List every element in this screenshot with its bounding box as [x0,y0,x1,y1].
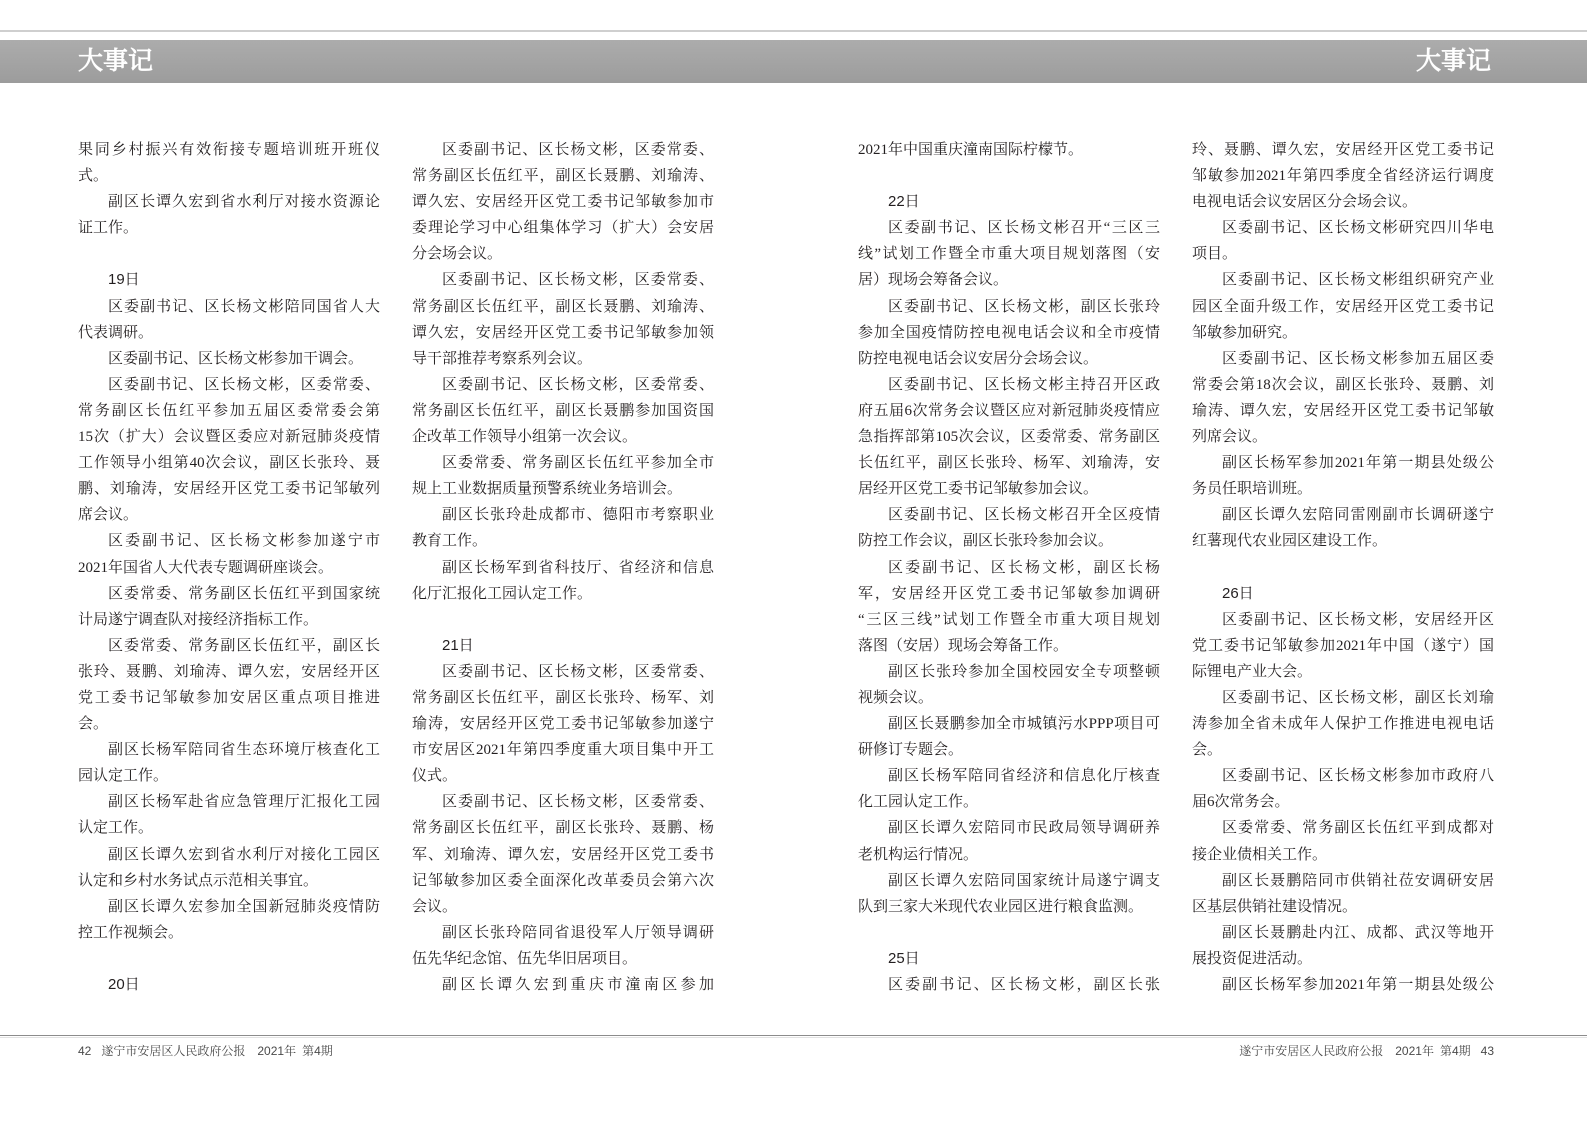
text-line: 教育工作。 [412,533,488,550]
text-line: 涛参加全省未成年人保护工作推进电视电话 [1192,716,1494,733]
footer-issue-left: 第4期 [302,1044,333,1058]
text-line: 副区长杨军陪同省生态环境厅核查化工 [108,742,380,759]
column-2 [412,137,714,998]
text-line: 区委副书记、区长杨文彬参加遂宁市 [108,533,380,550]
text-line: 副区长谭久宏到省水利厅对接化工园区 [108,846,380,863]
text-line: 记邹敏参加区委全面深化改革委员会第六次 [412,872,714,889]
paragraph [412,920,714,972]
paragraph [78,528,380,580]
text-line: 线”试划工作暨全市重大项目规划落图（安 [858,246,1160,263]
text-line: 项目。 [1192,246,1238,263]
text-line: 际锂电产业大会。 [1192,663,1313,680]
text-line: 区委副书记、区长杨文彬研究四川华电 [1222,220,1494,237]
text-line: 府五届6次常务会议暨区应对新冠肺炎疫情应 [858,402,1160,419]
text-line: 视频会议。 [858,689,934,706]
text-line: 区委副书记、区长杨文彬，区委常委、 [442,142,714,158]
text-line: 区委副书记、区长杨文彬主持召开区政 [888,376,1160,393]
text-line: 席会议。 [78,507,139,524]
text-line: 副区长杨军陪同省经济和信息化厅核查 [888,768,1160,785]
text-line: 军，安居经开区党工委书记邹敏参加调研 [858,585,1160,602]
text-line: 15次（扩大）会议暨区委应对新冠肺炎疫情 [78,429,380,446]
text-line: 伍先华纪念馆、伍先华旧居项目。 [412,950,638,967]
footer-publication-right: 遂宁市安居区人民政府公报 [1239,1044,1384,1058]
text-line: 区委副书记、区长杨文彬，区委常委、 [442,794,714,811]
paragraph [412,267,714,371]
page-number-right: 43 [1480,1044,1494,1058]
text-line: 谭久宏，安居经开区党工委书记邹敏参加领 [412,324,714,341]
text-line: 控工作视频会。 [78,924,184,941]
footer-rule-shadow [0,1037,1587,1038]
paragraph [858,659,1160,711]
text-line: 区委副书记、区长杨文彬，区委常委、 [108,376,380,393]
date-heading: 20日 [108,976,140,993]
paragraph [78,894,380,946]
text-line: 2021年中国重庆潼南国际柠檬节。 [858,142,1084,158]
text-line: 副区长谭久宏到重庆市潼南区参加 [442,977,714,993]
column-3 [858,137,1160,998]
text-line: 副区长杨军参加2021年第一期县处级公 [1222,455,1494,472]
paragraph [78,372,380,529]
text-line: 规上工业数据质量预警系统业务培训会。 [412,481,683,498]
text-line: 区委副书记、区长杨文彬陪同国省人大 [108,298,380,315]
text-line: 副区长谭久宏陪同市民政局领导调研养 [888,820,1160,837]
paragraph [78,581,380,633]
paragraph [858,711,1160,763]
text-line: 区委常委、常务副区长伍红平参加全市 [442,455,714,472]
paragraph [1192,685,1494,763]
column-1 [78,137,380,998]
text-line: 长伍红平，副区长张玲、杨军、刘瑜涛，安 [858,455,1160,472]
paragraph [1192,346,1494,450]
paragraph [1192,215,1494,267]
text-line: 区委副书记、区长杨文彬，安居经开区 [1222,611,1494,628]
paragraph [858,294,1160,372]
text-line: 电视电话会议安居区分会场会议。 [1192,194,1418,211]
text-line: 务员任职培训班。 [1192,481,1313,498]
text-line: 副区长杨军赴省应急管理厅汇报化工园 [108,794,380,811]
paragraph [858,215,1160,293]
paragraph [1192,815,1494,867]
paragraph [1192,868,1494,920]
page-number-left: 42 [78,1044,92,1058]
text-line: 园区全面升级工作，安居经开区党工委书记 [1192,298,1494,315]
text-line: 常务副区长伍红平，副区长聂鹏、刘瑜涛、 [412,298,714,315]
text-line: 瑜涛，安居经开区党工委书记邹敏参加遂宁 [412,716,714,733]
paragraph [1192,502,1494,554]
paragraph [858,972,1160,998]
paragraph [858,868,1160,920]
paragraph [412,372,714,450]
text-line: 红薯现代农业园区建设工作。 [1192,533,1388,550]
text-line: 届6次常务会。 [1192,794,1290,811]
paragraph [78,789,380,841]
paragraph [858,763,1160,815]
paragraph [412,137,714,267]
text-line: 副区长聂鹏参加全市城镇污水PPP项目可 [888,716,1160,733]
text-line: 分会场会议。 [412,246,503,263]
text-line: 玲、聂鹏、谭久宏，安居经开区党工委书记 [1192,142,1494,158]
paragraph [412,972,714,998]
paragraph [78,737,380,789]
text-line: 会。 [78,716,109,733]
paragraph [78,633,380,737]
text-line: 展投资促进活动。 [1192,950,1313,967]
text-line: 式。 [78,168,109,185]
paragraph [412,502,714,554]
text-line: 常委会第18次会议，副区长张玲、聂鹏、刘 [1192,376,1494,393]
text-line: 区委副书记、区长杨文彬召开全区疫情 [888,507,1160,524]
date-heading: 25日 [888,949,920,967]
text-line: 列席会议。 [1192,429,1268,446]
text-line: 2021年国省人大代表专题调研座谈会。 [78,559,334,576]
date-heading: 26日 [1222,584,1254,602]
text-line: 研修订专题会。 [858,742,964,759]
date-heading: 19日 [108,271,140,289]
text-line: 区委副书记、区长杨文彬参加五届区委 [1222,350,1494,367]
text-line: 区委副书记、区长杨文彬，副区长杨 [888,559,1160,576]
footer-year-left: 2021年 [257,1044,297,1058]
text-line: 区委副书记、区长杨文彬，副区长刘瑜 [1222,689,1494,706]
text-line: 计局遂宁调查队对接经济指标工作。 [78,611,319,628]
text-line: 委理论学习中心组集体学习（扩大）会安居 [412,220,714,237]
footer-left [78,1042,333,1060]
text-line: 区委常委、常务副区长伍红平到国家统 [108,585,380,602]
text-line: 区委副书记、区长杨文彬组织研究产业 [1222,272,1494,289]
paragraph [412,789,714,919]
paragraph [1192,972,1494,998]
text-line: 常务副区长伍红平参加五届区委常委会第 [78,402,380,419]
text-line: 区委副书记、区长杨文彬，区委常委、 [442,376,714,393]
text-line: 常务副区长伍红平，副区长聂鹏参加国资国 [412,402,714,419]
paragraph [412,450,714,502]
text-line: 副区长谭久宏参加全国新冠肺炎疫情防 [108,898,380,915]
text-line: 认定工作。 [78,820,154,837]
paragraph [78,189,380,241]
top-rule [0,30,1587,32]
text-line: 副区长聂鹏赴内江、成都、武汉等地开 [1222,924,1494,941]
paragraph [1192,763,1494,815]
text-line: 区委常委、常务副区长伍红平到成都对 [1222,820,1494,837]
text-line: 区委副书记、区长杨文彬，区委常委、 [442,663,714,680]
text-line: 谭久宏、安居经开区党工委书记邹敏参加市 [412,194,714,211]
text-line: 副区长谭久宏陪同国家统计局遂宁调支 [888,872,1160,889]
text-line: 居经开区党工委书记邹敏参加会议。 [858,481,1099,498]
paragraph [1192,267,1494,345]
paragraph [858,502,1160,554]
text-line: 副区长聂鹏陪同市供销社莅安调研安居 [1222,872,1494,889]
text-line: 邹敏参加研究。 [1192,324,1298,341]
text-line: 瑜涛、谭久宏，安居经开区党工委书记邹敏 [1192,402,1494,419]
paragraph [412,555,714,607]
text-line: 仪式。 [412,768,458,785]
paragraph [412,659,714,789]
text-line: 落图（安居）现场会筹备工作。 [858,637,1069,654]
text-line: 化厅汇报化工园认定工作。 [412,585,593,602]
text-line: 副区长杨军到省科技厅、省经济和信息 [442,559,714,576]
text-line: 副区长谭久宏陪同雷刚副市长调研遂宁 [1222,507,1494,524]
text-line: 副区长张玲陪同省退役军人厅领导调研 [442,924,714,941]
column-4 [1192,137,1494,998]
text-line: 区委副书记、区长杨文彬参加干调会。 [108,350,364,367]
text-line: 队到三家大米现代农业园区进行粮食监测。 [858,898,1144,915]
text-line: 会。 [1192,742,1223,759]
text-line: 军、刘瑜涛、谭久宏，安居经开区党工委书 [412,846,714,863]
text-line: 区委副书记、区长杨文彬，副区长张玲 [888,298,1160,315]
text-line: 副区长张玲参加全国校园安全专项整顿 [888,663,1160,680]
text-line: 代表调研。 [78,324,154,341]
text-line: “三区三线”试划工作暨全市重大项目规划 [858,611,1160,628]
paragraph [1192,920,1494,972]
paragraph [78,137,380,189]
date-heading: 22日 [888,193,920,211]
text-line: 区委副书记、区长杨文彬，区委常委、 [442,272,714,289]
section-header-bar [0,40,1587,83]
paragraph [78,346,380,372]
text-line: 邹敏参加2021年第四季度全省经济运行调度 [1192,168,1494,185]
paragraph [858,137,1160,163]
text-line: 区委副书记、区长杨文彬，副区长张 [888,977,1160,993]
text-line: 认定和乡村水务试点示范相关事宜。 [78,872,319,889]
text-line: 导干部推荐考察系列会议。 [412,350,593,367]
text-line: 会议。 [412,898,458,915]
text-line: 张玲、聂鹏、刘瑜涛、谭久宏，安居经开区 [78,663,380,680]
text-line: 防控工作会议，副区长张玲参加会议。 [858,533,1114,550]
section-title-right: 大事记 [1415,47,1491,75]
text-line: 市安居区2021年第四季度重大项目集中开工 [412,742,714,759]
text-line: 副区长谭久宏到省水利厅对接水资源论 [108,194,380,211]
paragraph [1192,450,1494,502]
footer-rule [0,1035,1587,1036]
footer-publication-left: 遂宁市安居区人民政府公报 [101,1044,246,1058]
paragraph [858,372,1160,502]
text-line: 参加全国疫情防控电视电话会议和全市疫情 [858,324,1160,341]
date-heading: 21日 [442,636,474,654]
paragraph [78,842,380,894]
text-line: 鹏、刘瑜涛，安居经开区党工委书记邹敏列 [78,481,380,498]
text-line: 区委常委、常务副区长伍红平，副区长 [108,637,380,654]
paragraph [78,294,380,346]
text-line: 居）现场会筹备会议。 [858,272,1009,289]
text-line: 园认定工作。 [78,768,169,785]
text-line: 常务副区长伍红平，副区长张玲、杨军、刘 [412,689,714,706]
paragraph [858,815,1160,867]
text-line: 接企业债相关工作。 [1192,846,1328,863]
text-line: 党工委书记邹敏参加2021年中国（遂宁）国 [1192,637,1494,654]
text-line: 党工委书记邹敏参加安居区重点项目推进 [78,689,380,706]
paragraph [858,555,1160,659]
text-line: 副区长张玲赴成都市、德阳市考察职业 [442,507,714,524]
text-line: 急指挥部第105次会议，区委常委、常务副区 [858,429,1160,446]
text-line: 常务副区长伍红平，副区长聂鹏、刘瑜涛、 [412,168,714,185]
text-line: 证工作。 [78,220,139,237]
footer-issue-right: 第4期 [1439,1044,1471,1058]
text-line: 常务副区长伍红平，副区长张玲、聂鹏、杨 [412,820,714,837]
text-line: 果同乡村振兴有效衔接专题培训班开班仪 [78,142,380,158]
text-line: 工作领导小组第40次会议，副区长张玲、聂 [78,455,380,472]
text-line: 防控电视电话会议安居分会场会议。 [858,350,1099,367]
footer-right [1239,1042,1494,1060]
paragraph [1192,137,1494,215]
text-line: 区基层供销社建设情况。 [1192,898,1358,915]
footer-year-right: 2021年 [1395,1044,1434,1058]
text-line: 区委副书记、区长杨文彬参加市政府八 [1222,768,1494,785]
text-line: 企改革工作领导小组第一次会议。 [412,429,638,446]
text-line: 副区长杨军参加2021年第一期县处级公 [1222,977,1494,993]
text-line: 化工园认定工作。 [858,794,979,811]
section-title-left: 大事记 [78,47,154,75]
text-line: 老机构运行情况。 [858,846,979,863]
paragraph [1192,607,1494,685]
text-line: 区委副书记、区长杨文彬召开“三区三 [888,220,1160,237]
